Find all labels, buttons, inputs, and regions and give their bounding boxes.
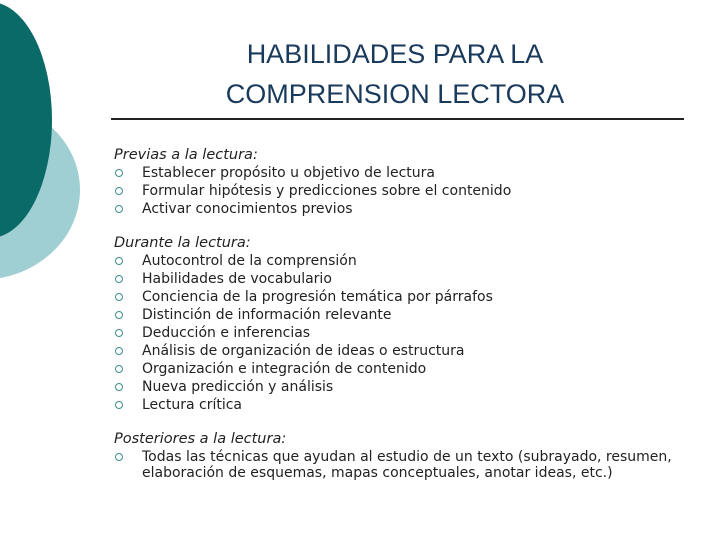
list-item-text: Habilidades de vocabulario (142, 271, 332, 287)
slide-content (114, 146, 674, 497)
list-item (114, 270, 674, 288)
list-item (114, 324, 674, 342)
circle-bullet-icon (115, 257, 123, 265)
circle-bullet-icon (115, 365, 123, 373)
list-item-text: Lectura crítica (142, 397, 243, 413)
circle-bullet-icon (115, 347, 123, 355)
circle-bullet-icon (115, 401, 123, 409)
list-item-text: Distinción de información relevante (142, 307, 392, 323)
section-previas (114, 146, 674, 218)
section-durante (114, 234, 674, 414)
section-heading: Posteriores a la lectura: (114, 431, 287, 447)
bullet-list (114, 164, 674, 218)
list-item (114, 200, 674, 218)
title-line-2: COMPRENSION LECTORA (225, 79, 565, 109)
list-item (114, 164, 674, 182)
section-heading: Previas a la lectura: (114, 147, 258, 163)
circle-bullet-icon (115, 275, 123, 283)
section-heading: Durante la lectura: (114, 235, 251, 251)
list-item (114, 360, 674, 378)
list-item (114, 342, 674, 360)
circle-bullet-icon (115, 169, 123, 177)
circle-bullet-icon (115, 293, 123, 301)
list-item (114, 252, 674, 270)
list-item-text: Formular hipótesis y predicciones sobre el contenido (142, 183, 512, 199)
list-item-text: Organización e integración de contenido (142, 361, 427, 377)
circle-bullet-icon (115, 329, 123, 337)
circle-bullet-icon (115, 187, 123, 195)
title-line-1: HABILIDADES PARA LA (246, 39, 544, 69)
decorative-circles (0, 0, 120, 300)
bullet-list (114, 252, 674, 414)
list-item-text: Todas las técnicas que ayudan al estudio de un texto (subrayado, resumen, elaboración de esquemas, mapas conceptuales, anotar ideas, etc.) (142, 449, 672, 481)
bullet-list (114, 448, 674, 481)
list-item-text: Análisis de organización de ideas o estructura (142, 343, 465, 359)
list-item-text: Autocontrol de la comprensión (142, 253, 357, 269)
list-item-text: Establecer propósito u objetivo de lectura (142, 165, 435, 181)
circle-bullet-icon (115, 205, 123, 213)
section-posteriores (114, 430, 674, 481)
list-item-text: Deducción e inferencias (142, 325, 311, 341)
circle-bullet-icon (115, 383, 123, 391)
list-item (114, 448, 674, 481)
list-item (114, 396, 674, 414)
list-item-text: Nueva predicción y análisis (142, 379, 334, 395)
list-item-text: Activar conocimientos previos (142, 201, 353, 217)
circle-bullet-icon (115, 453, 123, 461)
list-item-text: Conciencia de la progresión temática por párrafos (142, 289, 493, 305)
list-item (114, 182, 674, 200)
title-divider (111, 118, 684, 120)
slide-title (170, 34, 620, 114)
list-item (114, 306, 674, 324)
list-item (114, 288, 674, 306)
list-item (114, 378, 674, 396)
circle-bullet-icon (115, 311, 123, 319)
